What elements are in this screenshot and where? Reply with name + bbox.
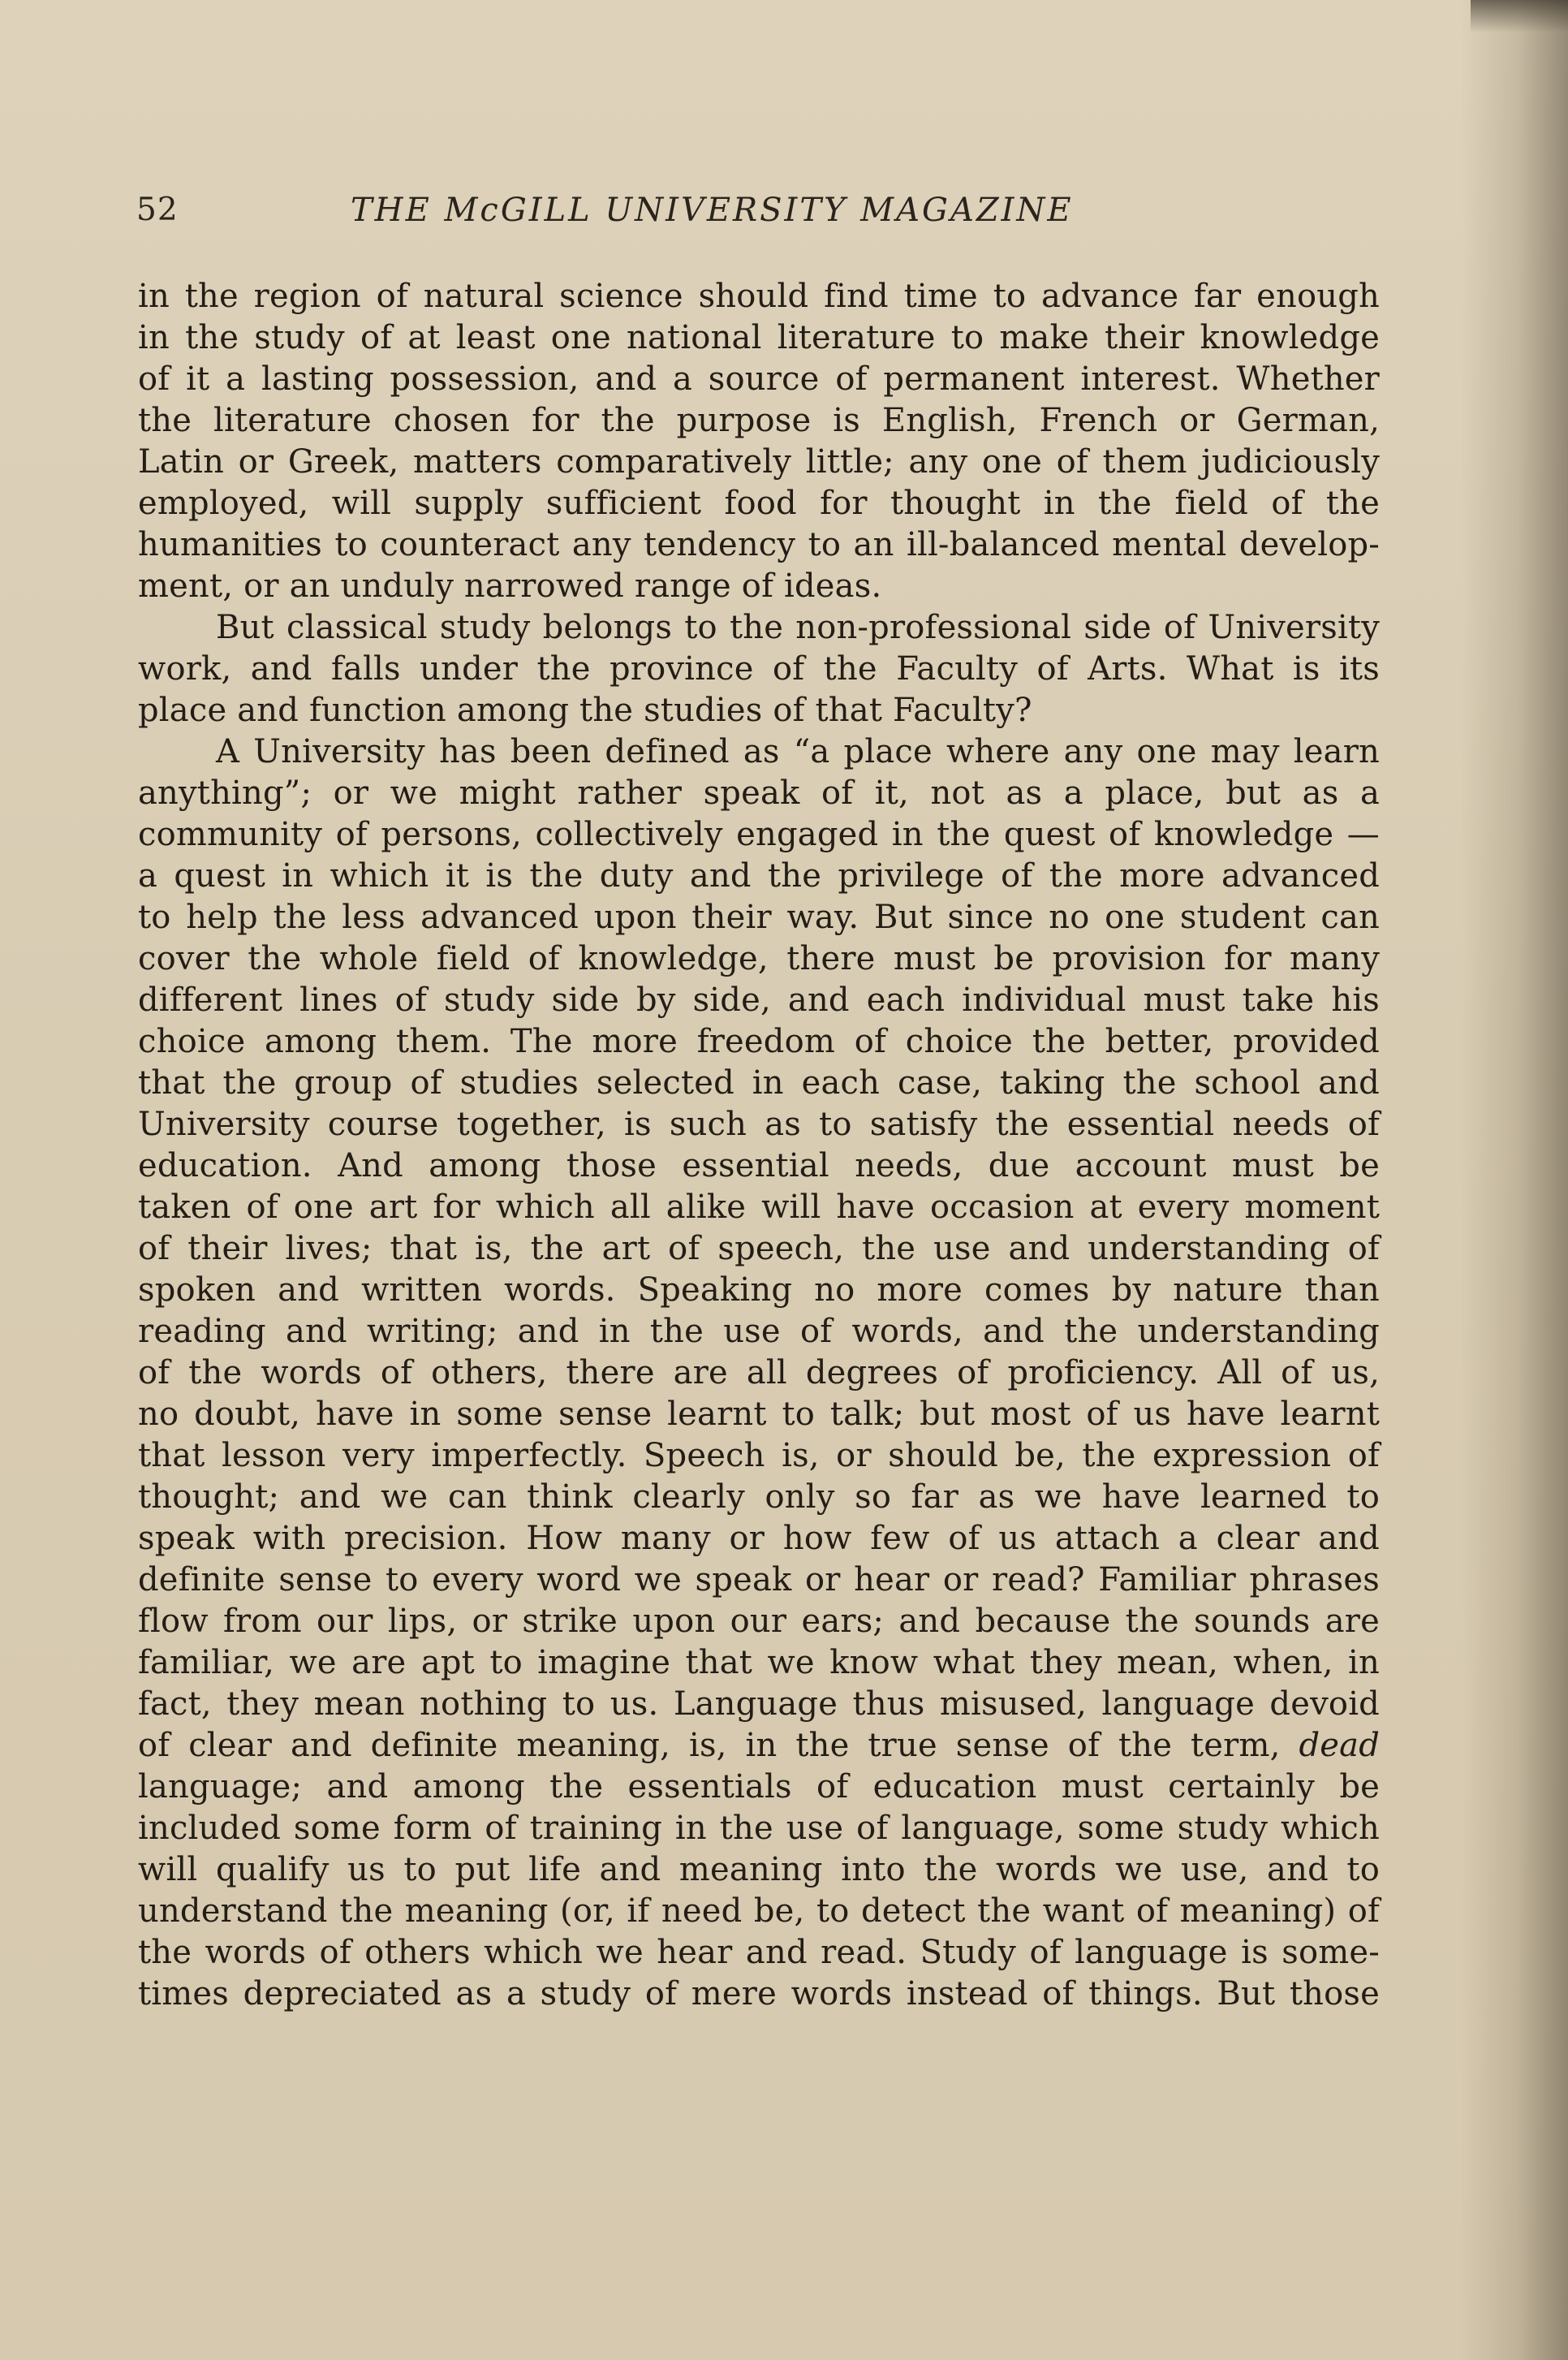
text-line: flow from our lips, or strike upon our ears; and because the sounds are: [138, 1603, 1380, 1640]
text-line: humanities to counteract any tendency to an ill-balanced mental develop-: [138, 526, 1380, 563]
text-line: taken of one art for which all alike will have occasion at every moment: [138, 1189, 1380, 1226]
paragraph-start-line: But classical study belongs to the non-professional side of University: [216, 609, 1380, 646]
text-line: that lesson very imperfectly. Speech is, or should be, the expression of: [138, 1437, 1380, 1474]
text-line: community of persons, collectively engaged in the quest of knowledge —: [138, 816, 1380, 853]
text-line: of the words of others, there are all degrees of proficiency. All of us,: [138, 1354, 1380, 1391]
text-line: choice among them. The more freedom of choice the better, provided: [138, 1023, 1380, 1060]
text-line: different lines of study side by side, and each individual must take his: [138, 982, 1380, 1019]
page-number: 52: [136, 192, 179, 228]
text-line: the literature chosen for the purpose is English, French or German,: [138, 402, 1380, 439]
text-line-with-italic: [138, 1725, 1380, 1767]
text-line: the words of others which we hear and read. Study of language is some-: [138, 1934, 1380, 1971]
text-line: that the group of studies selected in each case, taking the school and: [138, 1064, 1380, 1102]
text-line: in the study of at least one national literature to make their knowledge: [138, 319, 1380, 356]
running-title: THE McGILL UNIVERSITY MAGAZINE: [351, 192, 1074, 229]
text-line: cover the whole field of knowledge, there must be provision for many: [138, 940, 1380, 977]
body-text: [138, 276, 1380, 2015]
page-edge-shadow: [1471, 0, 1568, 32]
text-line: University course together, is such as to satisfy the essential needs of: [138, 1106, 1380, 1143]
text-line: anything”; or we might rather speak of it, not as a place, but as a: [138, 774, 1380, 812]
paragraph-start-line: A University has been defined as “a place where any one may learn: [216, 733, 1380, 770]
page-header: [136, 192, 1386, 240]
text-span: of clear and definite meaning, is, in the true sense of the term,: [138, 1727, 1281, 1764]
text-line: education. And among those essential needs, due account must be: [138, 1147, 1380, 1184]
text-line: of their lives; that is, the art of speech, the use and understanding of: [138, 1230, 1380, 1267]
text-line: ment, or an unduly narrowed range of ideas.: [138, 567, 882, 605]
text-line: language; and among the essentials of education must certainly be: [138, 1768, 1380, 1806]
italic-word: dead: [1299, 1727, 1380, 1764]
text-line: no doubt, have in some sense learnt to talk; but most of us have learnt: [138, 1396, 1380, 1433]
text-line: definite sense to every word we speak or hear or read? Familiar phrases: [138, 1561, 1380, 1599]
text-line: place and function among the studies of that Faculty?: [138, 692, 1032, 729]
text-line: work, and falls under the province of the Faculty of Arts. What is its: [138, 650, 1380, 688]
text-line: a quest in which it is the duty and the privilege of the more advanced: [138, 857, 1380, 895]
text-line: fact, they mean nothing to us. Language thus misused, language devoid: [138, 1685, 1380, 1723]
text-line: spoken and written words. Speaking no more comes by nature than: [138, 1271, 1380, 1309]
text-line: understand the meaning (or, if need be, to detect the want of meaning) of: [138, 1892, 1380, 1930]
text-line: to help the less advanced upon their way. But since no one student can: [138, 899, 1380, 936]
text-line: employed, will supply sufficient food for thought in the field of the: [138, 485, 1380, 522]
text-line: of it a lasting possession, and a source of permanent interest. Whether: [138, 360, 1380, 398]
text-line: reading and writing; and in the use of words, and the understanding: [138, 1313, 1380, 1350]
text-line: in the region of natural science should find time to advance far enough: [138, 278, 1380, 315]
text-line: thought; and we can think clearly only so far as we have learned to: [138, 1478, 1380, 1516]
text-line: speak with precision. How many or how few of us attach a clear and: [138, 1520, 1380, 1557]
text-line: Latin or Greek, matters comparatively little; any one of them judiciously: [138, 443, 1380, 481]
text-line: will qualify us to put life and meaning into the words we use, and to: [138, 1851, 1380, 1888]
text-line: times depreciated as a study of mere words instead of things. But those: [138, 1975, 1380, 2013]
text-line: familiar, we are apt to imagine that we know what they mean, when, in: [138, 1644, 1380, 1681]
text-line: included some form of training in the use of language, some study which: [138, 1810, 1380, 1847]
